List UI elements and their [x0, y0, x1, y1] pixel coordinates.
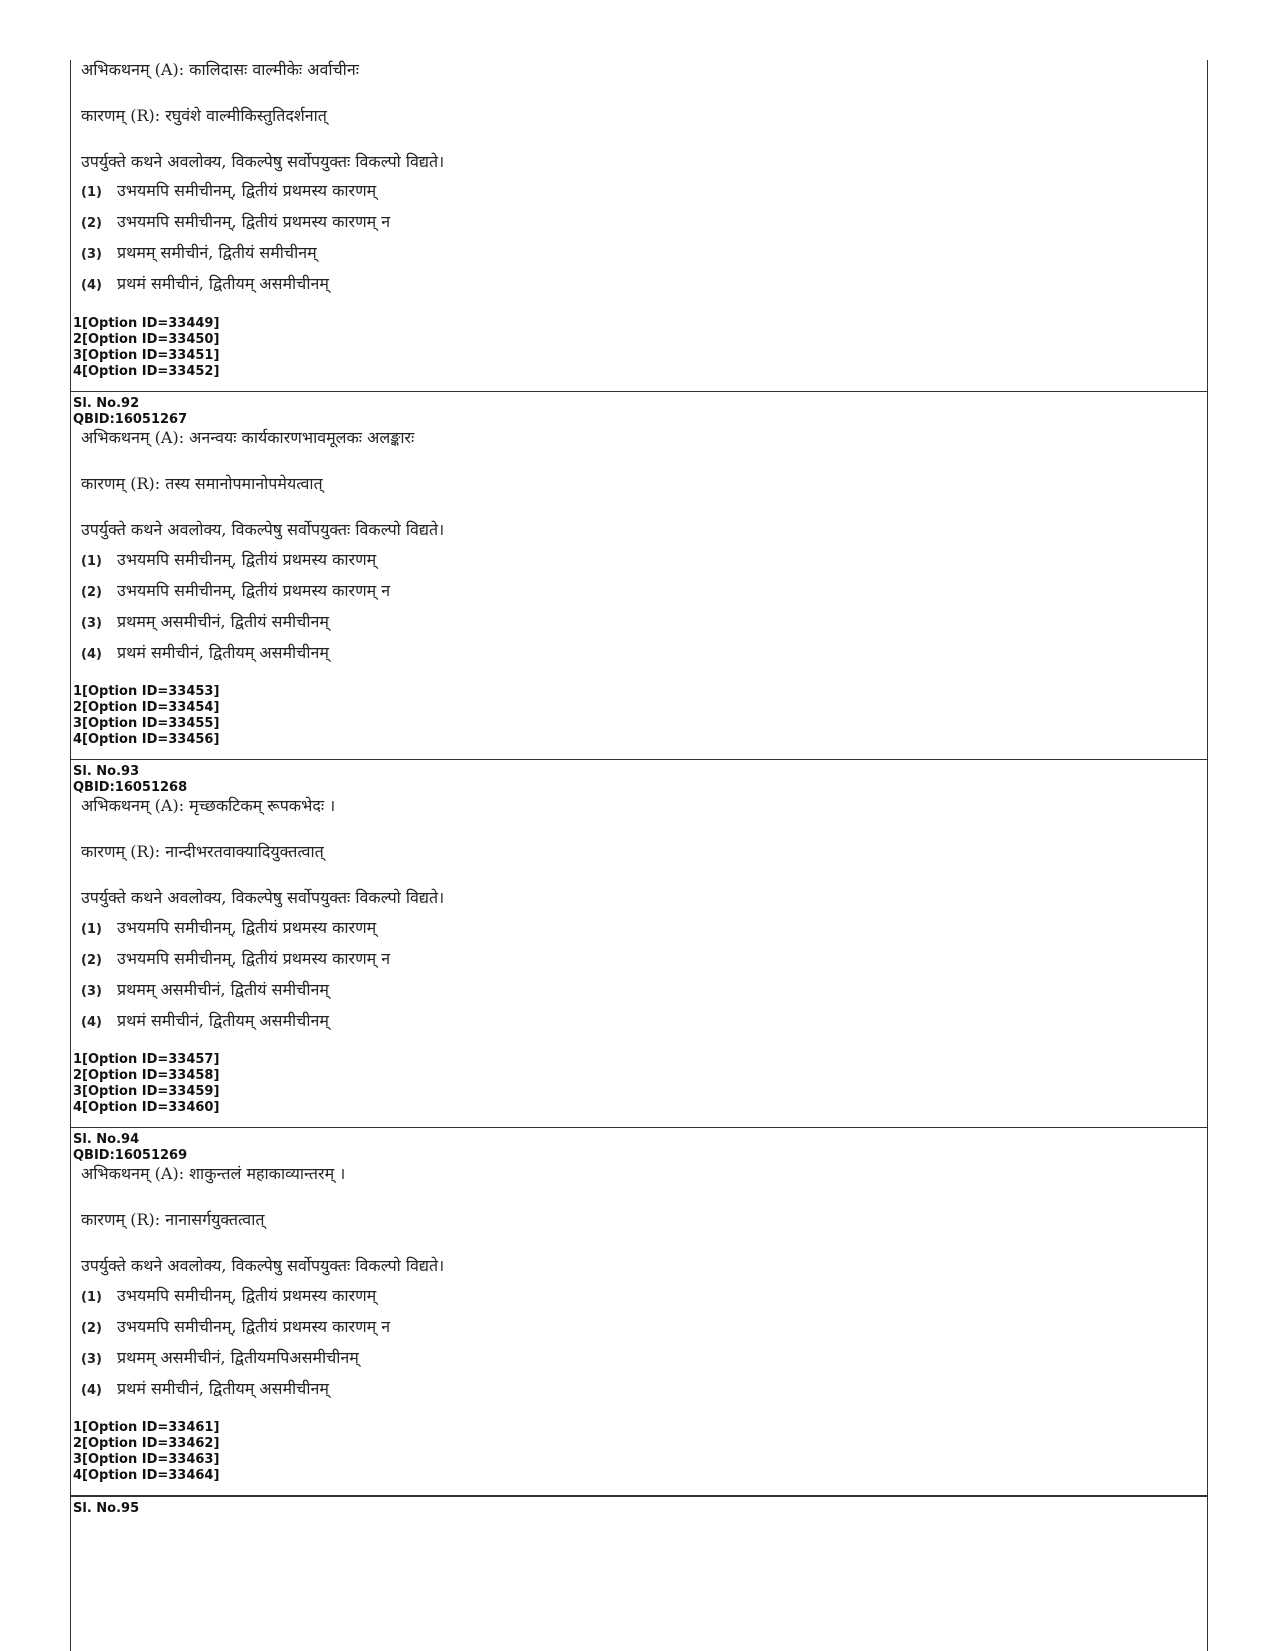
qbid: QBID:16051268 — [73, 780, 188, 795]
question-block-92 — [71, 392, 1207, 760]
reason-text: कारणम् (R): तस्य समानोपमानोपमेयत्वात् — [81, 474, 323, 493]
option-3 — [81, 980, 329, 1002]
option-id: 4[Option ID=33460] — [73, 1100, 220, 1115]
serial-number: Sl. No.94 — [73, 1132, 140, 1147]
option-text: प्रथमम् समीचीनं, द्वितीयं समीचीनम् — [117, 243, 317, 262]
option-text: उभयमपि समीचीनम्, द्वितीयं प्रथमस्य कारणम् — [117, 181, 377, 200]
option-2 — [81, 581, 390, 603]
option-3 — [81, 1348, 359, 1370]
reason-text: कारणम् (R): नानासर्गयुक्तत्वात् — [81, 1210, 265, 1229]
instruction-text: उपर्युक्ते कथने अवलोक्य, विकल्पेषु सर्वोपयुक्तः विकल्पो विद्यते। — [81, 152, 445, 171]
assertion-text: अभिकथनम् (A): मृच्छकटिकम् रूपकभेदः । — [81, 796, 336, 815]
instruction-text: उपर्युक्ते कथने अवलोक्य, विकल्पेषु सर्वोपयुक्तः विकल्पो विद्यते। — [81, 520, 445, 539]
option-number: (4) — [81, 647, 102, 662]
option-text: उभयमपि समीचीनम्, द्वितीयं प्रथमस्य कारणम् न — [117, 949, 391, 968]
question-header — [71, 1132, 187, 1164]
option-text: प्रथमम् असमीचीनं, द्वितीयं समीचीनम् — [117, 612, 329, 631]
option-number: (1) — [81, 185, 102, 200]
option-id-list — [73, 1052, 219, 1116]
question-block-91 — [71, 60, 1207, 392]
option-id: 4[Option ID=33456] — [73, 732, 220, 747]
instruction-text: उपर्युक्ते कथने अवलोक्य, विकल्पेषु सर्वोपयुक्तः विकल्पो विद्यते। — [81, 888, 445, 907]
option-id: 3[Option ID=33455] — [73, 716, 220, 731]
option-id: 1[Option ID=33453] — [73, 684, 220, 699]
option-number: (4) — [81, 278, 102, 293]
option-text: प्रथमं समीचीनं, द्वितीयम् असमीचीनम् — [117, 1379, 329, 1398]
option-text: प्रथमं समीचीनं, द्वितीयम् असमीचीनम् — [117, 1011, 329, 1030]
question-header — [71, 1501, 139, 1517]
option-3 — [81, 612, 329, 634]
option-4 — [81, 1011, 329, 1033]
option-number: (3) — [81, 984, 102, 999]
option-4 — [81, 274, 329, 296]
option-id: 3[Option ID=33451] — [73, 348, 220, 363]
reason-text: कारणम् (R): नान्दीभरतवाक्यादियुक्तत्वात् — [81, 842, 324, 861]
option-id: 3[Option ID=33459] — [73, 1084, 220, 1099]
question-block-95 — [71, 1496, 1207, 1536]
option-text: प्रथमं समीचीनं, द्वितीयम् असमीचीनम् — [117, 643, 329, 662]
option-id: 3[Option ID=33463] — [73, 1452, 220, 1467]
option-number: (2) — [81, 1321, 102, 1336]
option-number: (2) — [81, 953, 102, 968]
option-text: उभयमपि समीचीनम्, द्वितीयं प्रथमस्य कारणम् — [117, 1286, 377, 1305]
serial-number: Sl. No.92 — [73, 396, 140, 411]
option-number: (3) — [81, 247, 102, 262]
option-4 — [81, 643, 329, 665]
option-id-list — [73, 1420, 219, 1484]
assertion-text: अभिकथनम् (A): कालिदासः वाल्मीकेः अर्वाचीनः — [81, 60, 359, 79]
option-text: उभयमपि समीचीनम्, द्वितीयं प्रथमस्य कारणम् न — [117, 212, 391, 231]
option-1 — [81, 181, 376, 203]
option-2 — [81, 212, 390, 234]
option-text: उभयमपि समीचीनम्, द्वितीयं प्रथमस्य कारणम् न — [117, 1317, 391, 1336]
option-id: 2[Option ID=33450] — [73, 332, 220, 347]
option-2 — [81, 1317, 390, 1339]
option-number: (4) — [81, 1383, 102, 1398]
option-number: (1) — [81, 554, 102, 569]
option-id: 4[Option ID=33452] — [73, 364, 220, 379]
option-1 — [81, 550, 376, 572]
option-text: प्रथमम् असमीचीनं, द्वितीयमपिअसमीचीनम् — [117, 1348, 359, 1367]
option-1 — [81, 1286, 376, 1308]
qbid: QBID:16051267 — [73, 412, 188, 427]
option-number: (2) — [81, 216, 102, 231]
option-text: प्रथमम् असमीचीनं, द्वितीयं समीचीनम् — [117, 980, 329, 999]
option-number: (3) — [81, 1352, 102, 1367]
option-text: उभयमपि समीचीनम्, द्वितीयं प्रथमस्य कारणम् न — [117, 581, 391, 600]
option-id-list — [73, 684, 219, 748]
serial-number: Sl. No.93 — [73, 764, 140, 779]
option-text: प्रथमं समीचीनं, द्वितीयम् असमीचीनम् — [117, 274, 329, 293]
option-id: 1[Option ID=33457] — [73, 1052, 220, 1067]
option-number: (2) — [81, 585, 102, 600]
option-2 — [81, 949, 390, 971]
question-header — [71, 764, 187, 796]
option-4 — [81, 1379, 329, 1401]
assertion-text: अभिकथनम् (A): अनन्वयः कार्यकारणभावमूलकः अलङ्कारः — [81, 428, 415, 447]
question-paper-frame — [70, 60, 1208, 1651]
question-block-94 — [71, 1128, 1207, 1496]
option-number: (1) — [81, 1290, 102, 1305]
question-block-93 — [71, 760, 1207, 1128]
option-3 — [81, 243, 317, 265]
option-number: (1) — [81, 922, 102, 937]
reason-text: कारणम् (R): रघुवंशे वाल्मीकिस्तुतिदर्शनात् — [81, 106, 327, 125]
option-id: 2[Option ID=33458] — [73, 1068, 220, 1083]
option-id: 2[Option ID=33462] — [73, 1436, 220, 1451]
qbid: QBID:16051269 — [73, 1148, 188, 1163]
option-id-list — [73, 316, 219, 380]
option-id: 1[Option ID=33461] — [73, 1420, 220, 1435]
option-1 — [81, 918, 376, 940]
serial-number: Sl. No.95 — [73, 1501, 140, 1516]
option-number: (3) — [81, 616, 102, 631]
instruction-text: उपर्युक्ते कथने अवलोक्य, विकल्पेषु सर्वोपयुक्तः विकल्पो विद्यते। — [81, 1256, 445, 1275]
option-text: उभयमपि समीचीनम्, द्वितीयं प्रथमस्य कारणम् — [117, 918, 377, 937]
assertion-text: अभिकथनम् (A): शाकुन्तलं महाकाव्यान्तरम् । — [81, 1164, 346, 1183]
option-number: (4) — [81, 1015, 102, 1030]
option-text: उभयमपि समीचीनम्, द्वितीयं प्रथमस्य कारणम् — [117, 550, 377, 569]
option-id: 4[Option ID=33464] — [73, 1468, 220, 1483]
option-id: 2[Option ID=33454] — [73, 700, 220, 715]
question-header — [71, 396, 187, 428]
option-id: 1[Option ID=33449] — [73, 316, 220, 331]
